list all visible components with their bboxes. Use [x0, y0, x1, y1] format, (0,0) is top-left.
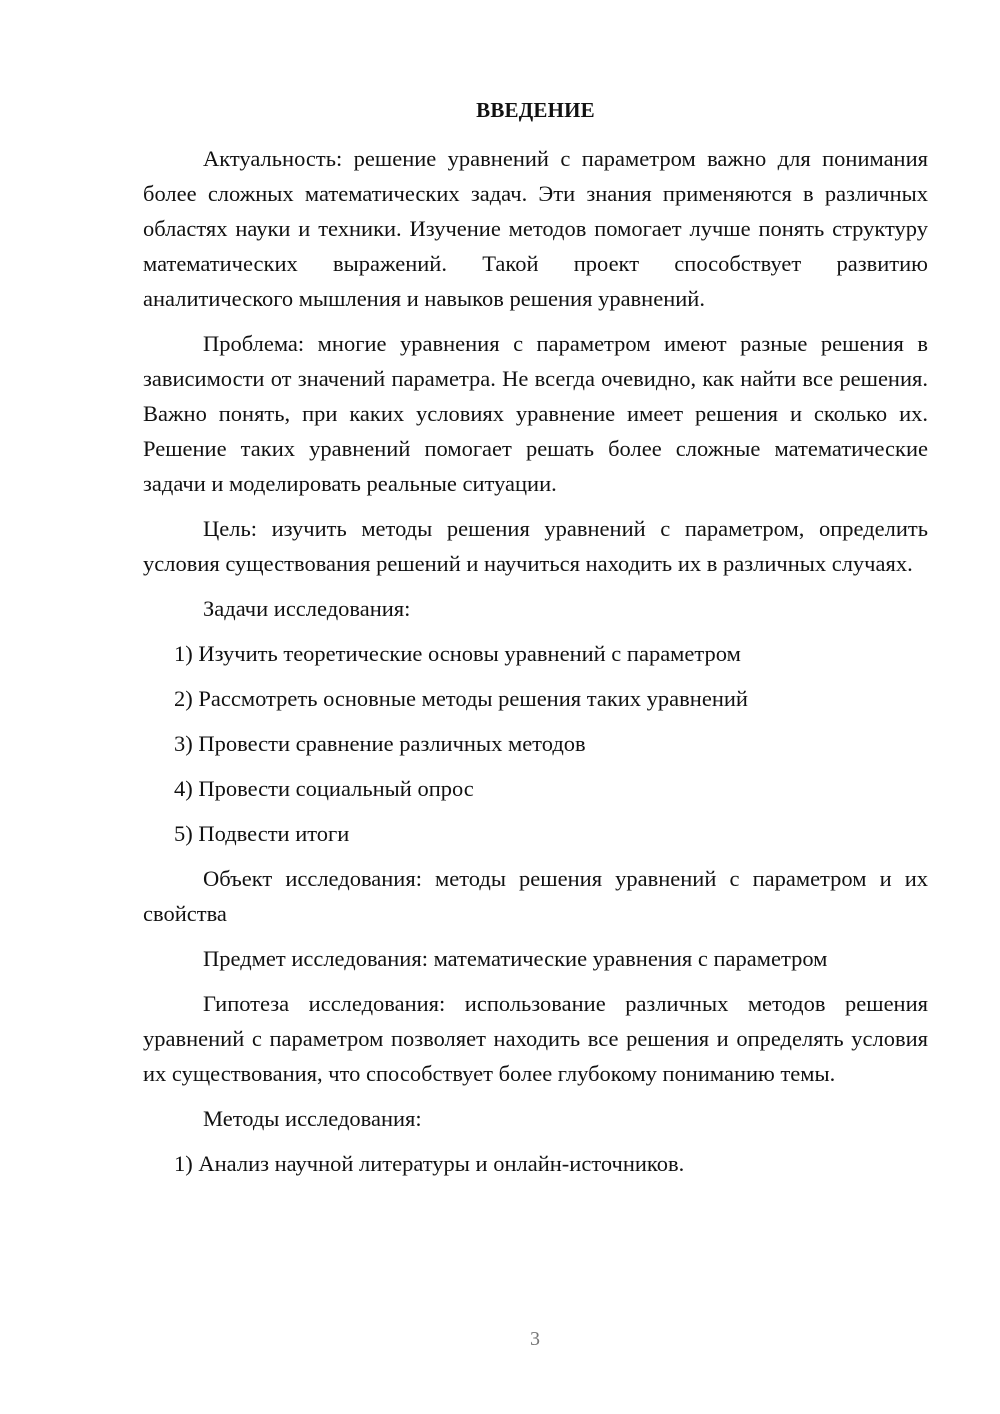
page-number: 3 [530, 1328, 540, 1350]
method-item: 1) Анализ научной литературы и онлайн-источников. [174, 1151, 685, 1176]
hypothesis-paragraph: Гипотеза исследования: использование различных методов решения уравнений с параметром позволяет находить все решения и определять условия их существования, что способствует более глубокому пониманию темы. [143, 991, 928, 1086]
methods-heading: Методы исследования: [203, 1106, 422, 1131]
task-item: 1) Изучить теоретические основы уравнений с параметром [174, 641, 741, 666]
object-paragraph: Объект исследования: методы решения уравнений с параметром и их свойства [143, 866, 928, 926]
problem-paragraph: Проблема: многие уравнения с параметром имеют разные решения в зависимости от значений параметра. Не всегда очевидно, как найти все решения. Важно понять, при каких условиях уравнение имеет решения и сколько их. Решение таких уравнений помогает решать более сложные математические задачи и моделировать реальные ситуации. [143, 331, 928, 496]
task-item: 2) Рассмотреть основные методы решения таких уравнений [174, 686, 748, 711]
goal-paragraph: Цель: изучить методы решения уравнений с параметром, определить условия существования решений и научиться находить их в различных случаях. [143, 516, 928, 576]
methods-list [143, 1146, 928, 1181]
tasks-list [143, 636, 928, 851]
task-item: 3) Провести сравнение различных методов [174, 731, 586, 756]
task-item: 4) Провести социальный опрос [174, 776, 474, 801]
relevance-paragraph: Актуальность: решение уравнений с параметром важно для понимания более сложных математических задач. Эти знания применяются в различных областях науки и техники. Изучение методов помогает лучше понять структуру математических выражений. Такой проект способствует развитию аналитического мышления и навыков решения уравнений. [143, 146, 928, 311]
subject-paragraph: Предмет исследования: математические уравнения с параметром [203, 946, 828, 971]
task-item: 5) Подвести итоги [174, 821, 350, 846]
document-page [143, 93, 928, 1191]
section-title: ВВЕДЕНИЕ [476, 98, 595, 122]
tasks-heading: Задачи исследования: [203, 596, 411, 621]
